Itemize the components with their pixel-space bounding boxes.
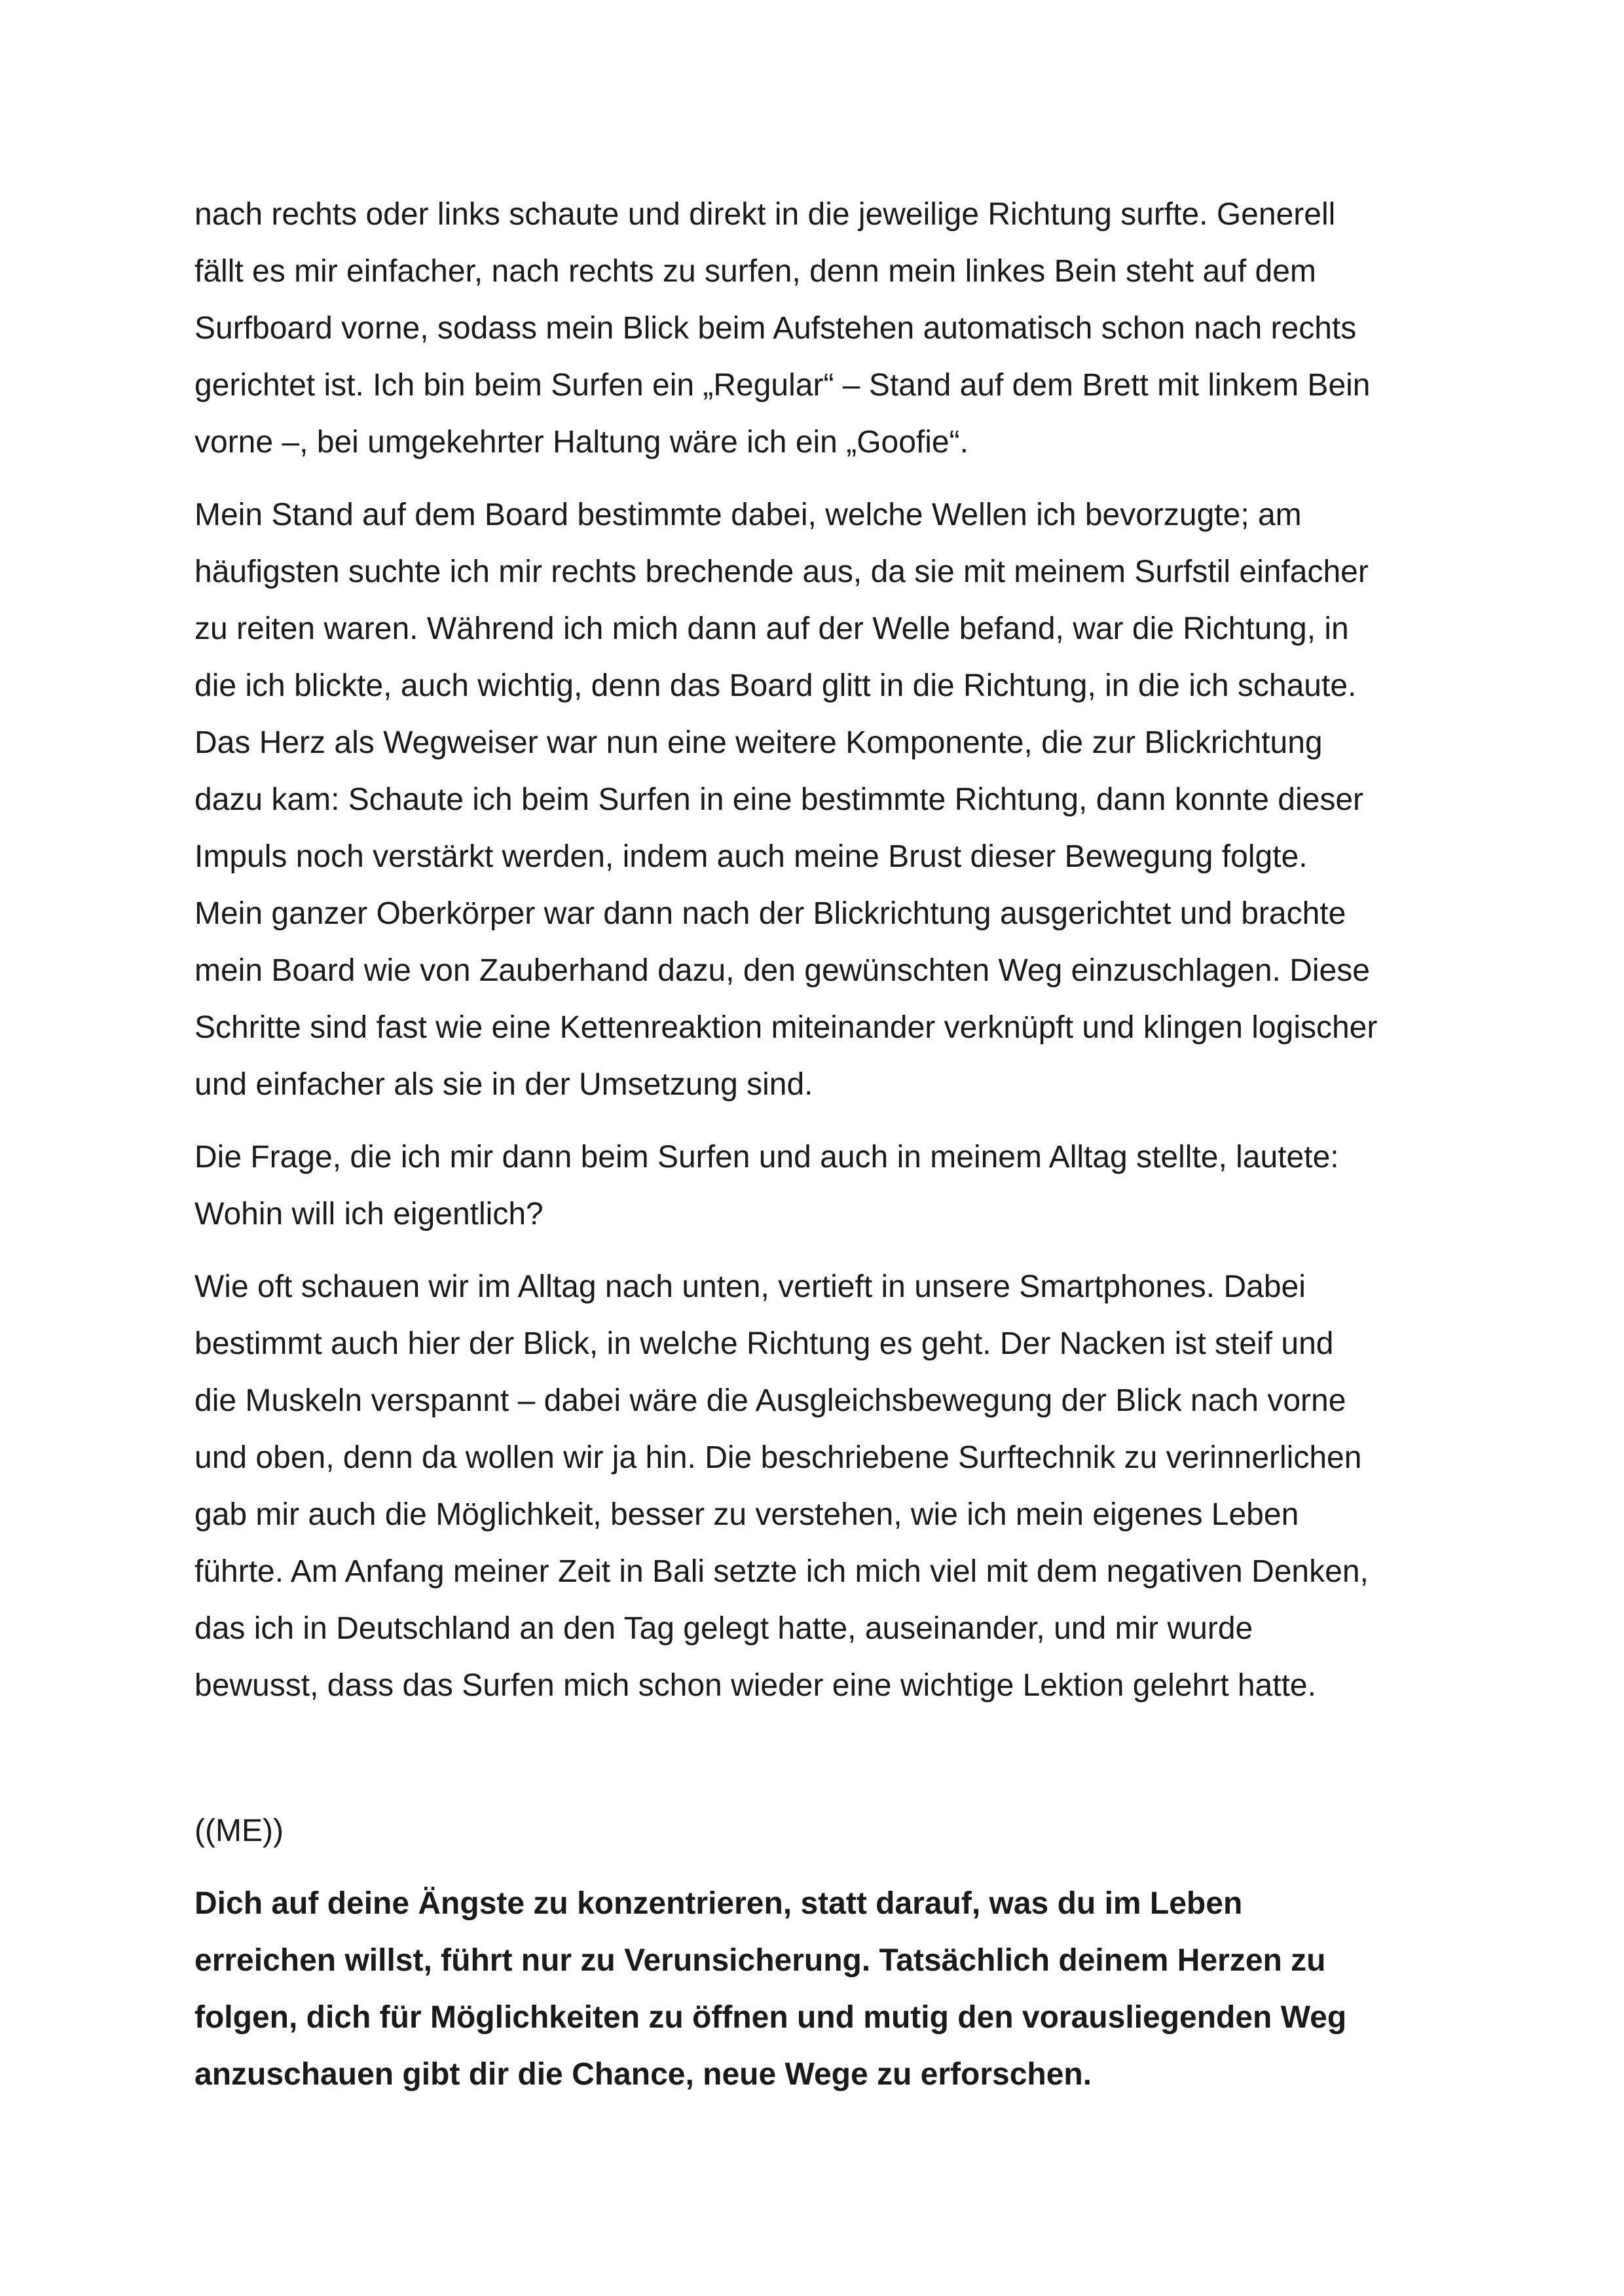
body-paragraph-4 — [194, 1258, 1439, 1714]
text-line: erreichen willst, führt nur zu Verunsicherung. Tatsächlich deinem Herzen zu — [194, 1943, 1326, 1978]
section-spacer — [194, 1730, 1439, 1802]
text-line: Dich auf deine Ängste zu konzentrieren, statt darauf, was du im Leben — [194, 1886, 1243, 1921]
text-line: Wohin will ich eigentlich? — [194, 1197, 544, 1231]
text-line: führte. Am Anfang meiner Zeit in Bali setzte ich mich viel mit dem negativen Denken, — [194, 1554, 1369, 1589]
body-paragraph-3 — [194, 1129, 1439, 1243]
section-marker: ((ME)) — [194, 1813, 284, 1848]
text-line: zu reiten waren. Während ich mich dann auf der Welle befand, war die Richtung, in — [194, 611, 1349, 646]
emphasis-paragraph — [194, 1875, 1439, 2103]
text-line: Schritte sind fast wie eine Kettenreaktion miteinander verknüpft und klingen logischer — [194, 1010, 1378, 1045]
text-line: mein Board wie von Zauberhand dazu, den gewünschten Weg einzuschlagen. Diese — [194, 953, 1370, 988]
text-line: Wie oft schauen wir im Alltag nach unten, vertieft in unsere Smartphones. Dabei — [194, 1269, 1306, 1304]
document-page — [194, 186, 1439, 2119]
body-paragraph-1 — [194, 186, 1439, 471]
body-paragraph-2 — [194, 486, 1439, 1113]
text-line: gab mir auch die Möglichkeit, besser zu verstehen, wie ich mein eigenes Leben — [194, 1497, 1299, 1532]
text-line: gerichtet ist. Ich bin beim Surfen ein „Regular“ – Stand auf dem Brett mit linkem Bein — [194, 368, 1371, 403]
text-line: und oben, denn da wollen wir ja hin. Die beschriebene Surftechnik zu verinnerlichen — [194, 1440, 1362, 1475]
text-line: und einfacher als sie in der Umsetzung sind. — [194, 1067, 813, 1102]
text-line: nach rechts oder links schaute und direkt in die jeweilige Richtung surfte. Generell — [194, 197, 1336, 232]
text-line: Impuls noch verstärkt werden, indem auch meine Brust dieser Bewegung folgte. — [194, 839, 1308, 874]
text-line: Surfboard vorne, sodass mein Blick beim Aufstehen automatisch schon nach rechts — [194, 311, 1357, 346]
text-line: dazu kam: Schaute ich beim Surfen in eine bestimmte Richtung, dann konnte dieser — [194, 782, 1363, 817]
text-line: folgen, dich für Möglichkeiten zu öffnen und mutig den vorausliegenden Weg — [194, 2000, 1347, 2035]
text-line: fällt es mir einfacher, nach rechts zu surfen, denn mein linkes Bein steht auf dem — [194, 254, 1316, 289]
text-line: das ich in Deutschland an den Tag gelegt hatte, auseinander, und mir wurde — [194, 1611, 1253, 1646]
text-line: Die Frage, die ich mir dann beim Surfen und auch in meinem Alltag stellte, lautete: — [194, 1140, 1339, 1175]
text-line: bewusst, dass das Surfen mich schon wieder eine wichtige Lektion gelehrt hatte. — [194, 1668, 1316, 1703]
text-line: Mein Stand auf dem Board bestimmte dabei, welche Wellen ich bevorzugte; am — [194, 498, 1302, 532]
text-line: vorne –, bei umgekehrter Haltung wäre ich ein „Goofie“. — [194, 425, 969, 460]
text-line: Das Herz als Wegweiser war nun eine weitere Komponente, die zur Blickrichtung — [194, 725, 1323, 760]
text-line: die ich blickte, auch wichtig, denn das Board glitt in die Richtung, in die ich schaute. — [194, 668, 1357, 703]
text-line: anzuschauen gibt dir die Chance, neue Wege zu erforschen. — [194, 2057, 1092, 2092]
text-line: die Muskeln verspannt – dabei wäre die Ausgleichsbewegung der Blick nach vorne — [194, 1383, 1346, 1418]
text-line: häufigsten suchte ich mir rechts brechende aus, da sie mit meinem Surfstil einfacher — [194, 555, 1369, 589]
text-line: bestimmt auch hier der Blick, in welche Richtung es geht. Der Nacken ist steif und — [194, 1326, 1334, 1361]
text-line: Mein ganzer Oberkörper war dann nach der Blickrichtung ausgerichtet und brachte — [194, 896, 1346, 931]
